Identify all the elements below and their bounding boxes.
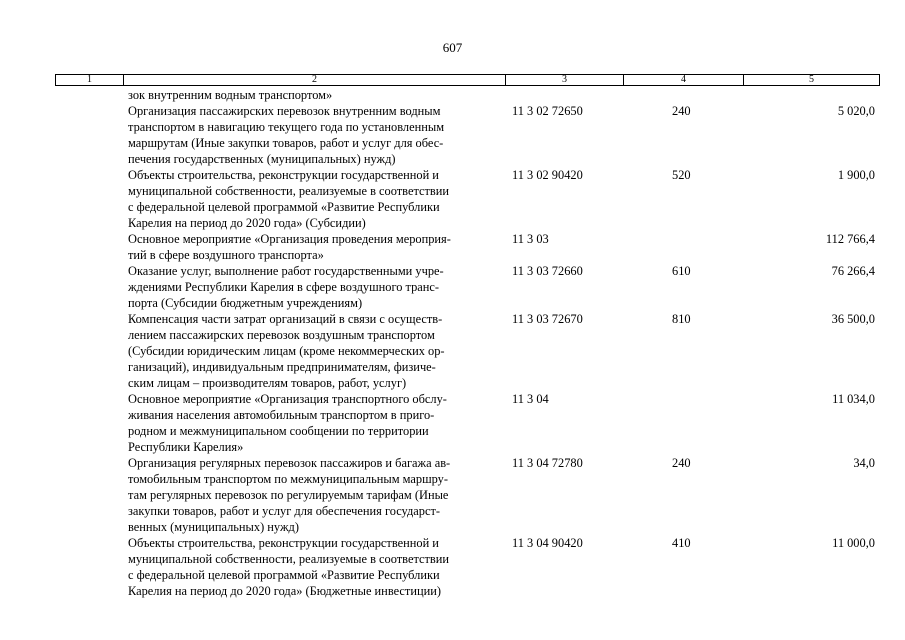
row-code: 11 3 03 72660 — [512, 264, 583, 278]
row-description: Объекты строительства, реконструкции государственной и муниципальной собственности, реализуемые в соответствии с федеральной целевой программой «Развитие Республики Карелия на период до 2020 года» (Субсидии) — [128, 168, 450, 230]
row-expense-type: 240 — [672, 456, 691, 470]
row-expense-type: 610 — [672, 264, 691, 278]
header-col-3: 3 — [506, 75, 624, 85]
row-description: Организация пассажирских перевозок внутренним водным транспортом в навигацию текущего года по установленным маршрутам (Иные закупки товаров, работ и услуг для обес- печения государственных (муниципальных) нужд) — [128, 104, 445, 166]
header-col-5: 5 — [809, 74, 814, 85]
header-col-1: 1 — [56, 75, 124, 85]
row-code: 11 3 04 72780 — [512, 456, 583, 470]
row-description: Организация регулярных перевозок пассажиров и багажа ав- томобильным транспортом по межмуниципальным маршру- там регулярных перевозок по регулируемым тарифам (Иные закупки товаров, работ и услуг для обеспечения государст- венных (муниципальных) нужд) — [128, 456, 451, 534]
row-expense-type: 520 — [672, 168, 691, 182]
table-body — [0, 87, 905, 599]
table-row — [0, 455, 905, 535]
row-amount: 1 900,0 — [837, 168, 875, 182]
row-amount: 11 000,0 — [832, 536, 875, 550]
row-amount: 36 500,0 — [831, 312, 875, 326]
row-code: 11 3 02 90420 — [512, 168, 583, 182]
table-row — [0, 535, 905, 599]
row-description: Оказание услуг, выполнение работ государственными учре- ждениями Республики Карелия в сфере воздушного транс- порта (Субсидии бюджетным учреждениям) — [128, 264, 444, 310]
row-code: 11 3 02 72650 — [512, 104, 583, 118]
row-expense-type: 240 — [672, 104, 691, 118]
row-amount: 5 020,0 — [837, 104, 875, 118]
table-row — [0, 87, 905, 103]
table-row — [0, 167, 905, 231]
header-col-4: 4 — [624, 75, 744, 85]
row-amount: 34,0 — [853, 456, 875, 470]
row-code: 11 3 03 72670 — [512, 312, 583, 326]
row-expense-type: 410 — [672, 536, 691, 550]
row-amount: 76 266,4 — [831, 264, 875, 278]
row-description: зок внутренним водным транспортом» — [128, 88, 333, 102]
row-description: Объекты строительства, реконструкции государственной и муниципальной собственности, реализуемые в соответствии с федеральной целевой программой «Развитие Республики Карелия на период до 2020 года» (Бюджетные инвестиции) — [128, 536, 450, 598]
table-header — [55, 74, 880, 86]
row-code: 11 3 03 — [512, 232, 549, 246]
table-row — [0, 263, 905, 311]
table-row — [0, 311, 905, 391]
row-description: Компенсация части затрат организаций в связи с осуществ- лением пассажирских перевозок воздушным транспортом (Субсидии юридическим лицам (кроме некоммерческих ор- ганизаций), индивидуальным предпринимателям, физиче- ским лицам – производителям товаров, работ, услуг) — [128, 312, 445, 390]
row-code: 11 3 04 — [512, 392, 549, 406]
row-description: Основное мероприятие «Организация транспортного обслу- живания населения автомобильным транспортом в приго- родном и межмуниципальном сообщении по территории Республики Карелия» — [128, 392, 447, 454]
row-expense-type: 810 — [672, 312, 691, 326]
table-row — [0, 231, 905, 263]
row-amount: 11 034,0 — [832, 392, 875, 406]
row-amount: 112 766,4 — [825, 232, 875, 246]
row-description: Основное мероприятие «Организация проведения мероприя- тий в сфере воздушного транспорта» — [128, 232, 451, 262]
table-row — [0, 391, 905, 455]
row-code: 11 3 04 90420 — [512, 536, 583, 550]
table-row — [0, 103, 905, 167]
header-col-2: 2 — [124, 75, 506, 85]
page-number: 607 — [442, 40, 463, 55]
